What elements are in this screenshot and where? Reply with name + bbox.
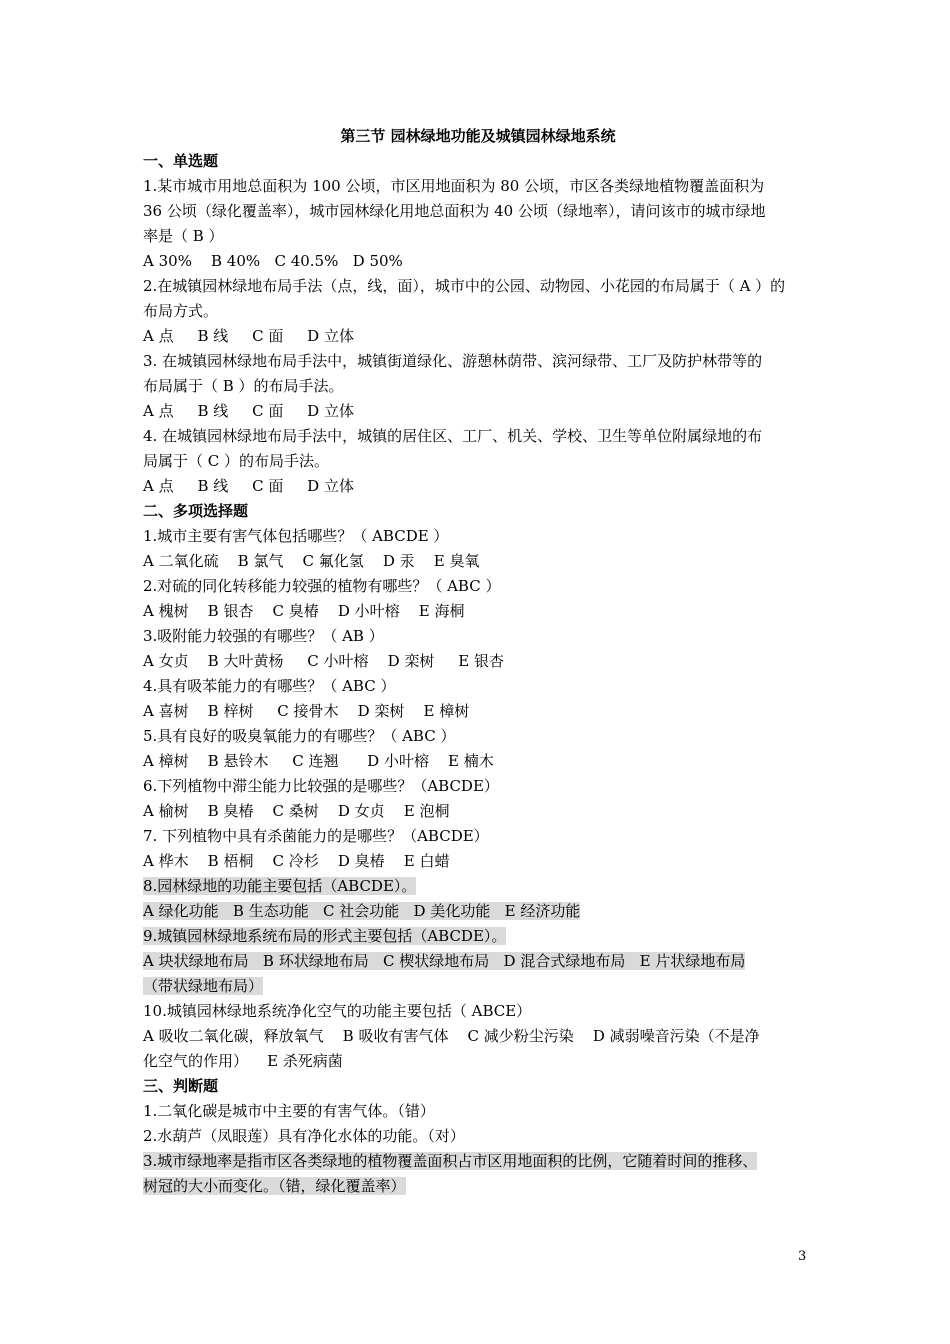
question-line: 7. 下列植物中具有杀菌能力的是哪些？（ABCDE） [143, 827, 489, 845]
options-line: A 二氧化硫 B 氯气 C 氟化氢 D 汞 E 臭氧 [143, 552, 480, 570]
question-line: 1.某市城市用地总面积为 100 公顷，市区用地面积为 80 公顷，市区各类绿地植物覆盖面积为 [143, 177, 765, 195]
text-highlight: 8.园林绿地的功能主要包括（ABCDE）。 [143, 877, 417, 895]
options-line: A 樟树 B 悬铃木 C 连翘 D 小叶榕 E 楠木 [143, 752, 494, 770]
highlighted-options-line [143, 974, 813, 999]
question-line: 2.在城镇园林绿地布局手法（点，线，面），城市中的公园、动物园、小花园的布局属于（ A ）的 [143, 277, 786, 295]
page-number: 3 [798, 1249, 807, 1264]
question-line: 3.吸附能力较强的有哪些？（ AB ） [143, 627, 384, 645]
question-line: 6.下列植物中滞尘能力比较强的是哪些？（ABCDE） [143, 777, 499, 795]
text-highlight: 树冠的大小而变化。（错，绿化覆盖率） [143, 1177, 406, 1195]
text-highlight: 9.城镇园林绿地系统布局的形式主要包括（ABCDE）。 [143, 927, 507, 945]
highlighted-statement-line [143, 1174, 813, 1199]
statement-line: 1.二氧化碳是城市中主要的有害气体。（错） [143, 1102, 435, 1120]
options-line: A 吸收二氧化碳，释放氧气 B 吸收有害气体 C 减少粉尘污染 D 减弱噪音污染（不是净 [143, 1027, 760, 1045]
highlighted-statement-line [143, 1149, 813, 1174]
question-line: 10.城镇园林绿地系统净化空气的功能主要包括（ ABCE） [143, 1002, 532, 1020]
section-heading: 三、判断题 [143, 1077, 219, 1095]
options-line: A 喜树 B 梓树 C 接骨木 D 栾树 E 樟树 [143, 702, 470, 720]
question-line: 3. 在城镇园林绿地布局手法中，城镇街道绿化、游憩林荫带、滨河绿带、工厂及防护林带等的 [143, 352, 763, 370]
section-heading: 二、多项选择题 [143, 502, 249, 520]
question-line: 4.具有吸苯能力的有哪些？（ ABC ） [143, 677, 396, 695]
section-heading: 一、单选题 [143, 152, 219, 170]
options-line: A 桦木 B 梧桐 C 冷杉 D 臭椿 E 白蜡 [143, 852, 450, 870]
text-highlight: 3.城市绿地率是指市区各类绿地的植物覆盖面积占市区用地面积的比例，它随着时间的推移、 [143, 1152, 758, 1170]
options-line: A 点 B 线 C 面 D 立体 [143, 477, 354, 495]
question-line: 36 公顷（绿化覆盖率），城市园林绿化用地总面积为 40 公顷（绿地率），请问该市的城市绿地 [143, 202, 766, 220]
highlighted-options-line [143, 899, 813, 924]
options-line: A 30% B 40% C 40.5% D 50% [143, 252, 403, 270]
question-line: 率是（ B ） [143, 227, 224, 245]
options-line: A 榆树 B 臭椿 C 桑树 D 女贞 E 泡桐 [143, 802, 450, 820]
highlighted-question-line [143, 924, 813, 949]
text-highlight: （带状绿地布局） [143, 977, 264, 995]
options-line: A 女贞 B 大叶黄杨 C 小叶榕 D 栾树 E 银杏 [143, 652, 504, 670]
options-line: A 点 B 线 C 面 D 立体 [143, 327, 354, 345]
page-title: 第三节 园林绿地功能及城镇园林绿地系统 [340, 127, 616, 145]
options-line: 化空气的作用） E 杀死病菌 [143, 1052, 343, 1070]
highlighted-question-line [143, 874, 813, 899]
question-line: 4. 在城镇园林绿地布局手法中，城镇的居住区、工厂、机关、学校、卫生等单位附属绿地的布 [143, 427, 763, 445]
question-line: 1.城市主要有害气体包括哪些？（ ABCDE ） [143, 527, 449, 545]
question-line: 布局方式。 [143, 302, 219, 320]
text-highlight: A 块状绿地布局 B 环状绿地布局 C 楔状绿地布局 D 混合式绿地布局 E 片状绿地布局 [143, 952, 746, 970]
options-line: A 槐树 B 银杏 C 臭椿 D 小叶榕 E 海桐 [143, 602, 465, 620]
text-highlight: A 绿化功能 B 生态功能 C 社会功能 D 美化功能 E 经济功能 [143, 902, 581, 920]
question-line: 局属于（ C ）的布局手法。 [143, 452, 330, 470]
question-line: 5.具有良好的吸臭氧能力的有哪些？（ ABC ） [143, 727, 456, 745]
options-line: A 点 B 线 C 面 D 立体 [143, 402, 354, 420]
highlighted-options-line [143, 949, 813, 974]
question-line: 布局属于（ B ）的布局手法。 [143, 377, 344, 395]
statement-line: 2.水葫芦（凤眼莲）具有净化水体的功能。（对） [143, 1127, 465, 1145]
document-page [143, 124, 813, 1199]
question-line: 2.对硫的同化转移能力较强的植物有哪些？（ ABC ） [143, 577, 501, 595]
